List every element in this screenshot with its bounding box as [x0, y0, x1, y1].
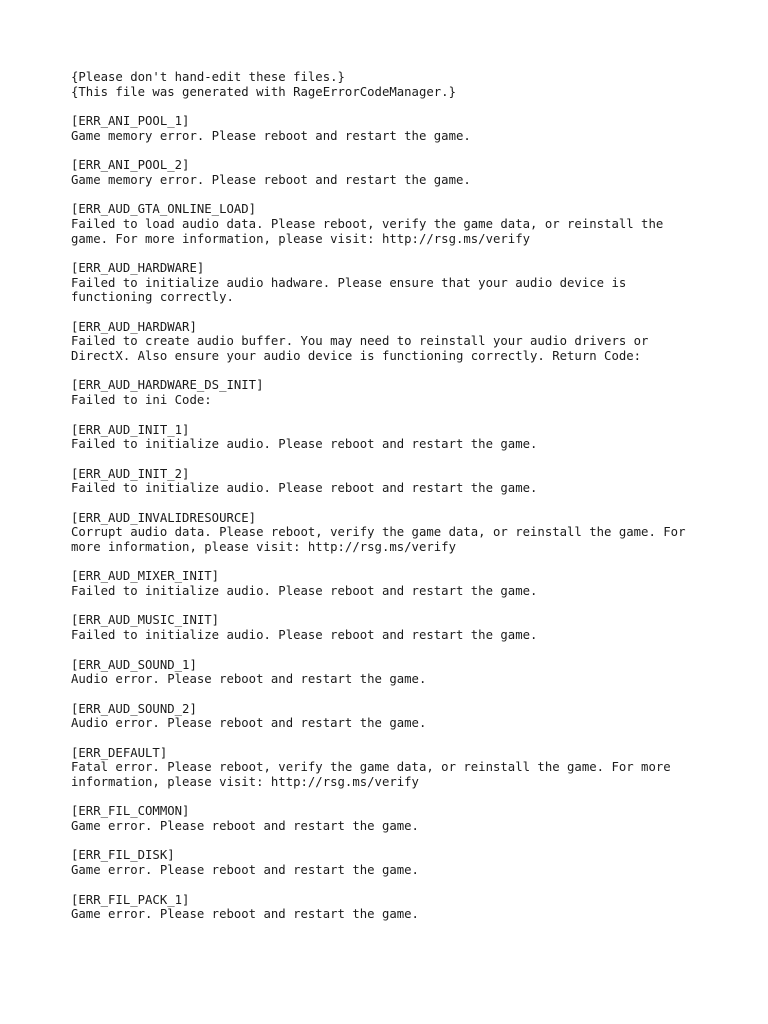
error-message-line: Game memory error. Please reboot and restart the game. [71, 172, 471, 187]
error-code-key: [ERR_ANI_POOL_2] [71, 158, 190, 173]
error-message-line: Failed to initialize audio. Please reboot and restart the game. [71, 437, 538, 452]
error-code-entry [71, 746, 751, 790]
error-message-line: Fatal error. Please reboot, verify the game data, or reinstall the game. For more [71, 760, 671, 775]
error-code-entry [71, 613, 751, 642]
error-code-key: [ERR_AUD_INIT_2] [71, 466, 190, 481]
error-code-entry [71, 848, 751, 877]
error-code-key: [ERR_FIL_COMMON] [71, 804, 190, 819]
error-code-entry [71, 320, 751, 364]
error-code-entry [71, 702, 751, 731]
error-code-key: [ERR_AUD_INIT_1] [71, 422, 190, 437]
error-message-line: Failed to load audio data. Please reboot, verify the game data, or reinstall the [71, 216, 664, 231]
file-header [71, 70, 751, 99]
error-message-line: Game memory error. Please reboot and restart the game. [71, 128, 471, 143]
error-code-key: [ERR_AUD_GTA_ONLINE_LOAD] [71, 202, 257, 217]
error-code-key: [ERR_AUD_HARDWARE] [71, 260, 205, 275]
error-message-line: Game error. Please reboot and restart the game. [71, 819, 419, 834]
error-code-entry [71, 114, 751, 143]
error-message-line: game. For more information, please visit: http://rsg.ms/verify [71, 231, 531, 246]
error-message-line: Corrupt audio data. Please reboot, verify the game data, or reinstall the game. For [71, 525, 686, 540]
error-code-key: [ERR_AUD_MIXER_INIT] [71, 569, 220, 584]
error-message-line: functioning correctly. [71, 290, 234, 305]
error-code-key: [ERR_AUD_SOUND_2] [71, 701, 197, 716]
header-comment-line: {Please don't hand-edit these files.} [71, 70, 345, 84]
error-code-entry [71, 658, 751, 687]
error-message-line: Game error. Please reboot and restart the game. [71, 863, 419, 878]
error-message-line: Audio error. Please reboot and restart the game. [71, 672, 427, 687]
error-message-line: more information, please visit: http://rsg.ms/verify [71, 540, 456, 554]
error-message-line: Failed to initialize audio. Please reboot and restart the game. [71, 628, 538, 643]
error-message-line: information, please visit: http://rsg.ms/verify [71, 775, 419, 789]
error-message-line: Failed to create audio buffer. You may need to reinstall your audio drivers or [71, 334, 649, 349]
error-code-entry [71, 158, 751, 187]
error-code-entry [71, 378, 751, 407]
error-message-line: Failed to initialize audio. Please reboot and restart the game. [71, 481, 538, 496]
error-code-entry [71, 261, 751, 305]
header-comment-line: {This file was generated with RageErrorCodeManager.} [71, 84, 456, 99]
error-message-line: Failed to initialize audio. Please reboot and restart the game. [71, 584, 538, 599]
error-code-key: [ERR_AUD_HARDWAR] [71, 319, 197, 334]
error-code-key: [ERR_ANI_POOL_1] [71, 114, 190, 129]
error-message-line: DirectX. Also ensure your audio device is functioning correctly. Return Code: [71, 349, 642, 364]
error-code-entry [71, 511, 751, 555]
error-code-key: [ERR_AUD_INVALIDRESOURCE] [71, 510, 257, 525]
error-code-key: [ERR_FIL_PACK_1] [71, 892, 190, 907]
error-code-key: [ERR_DEFAULT] [71, 745, 168, 760]
error-code-entry [71, 423, 751, 452]
document-page [71, 70, 751, 937]
error-code-entry [71, 569, 751, 598]
error-code-entry [71, 202, 751, 246]
error-code-entry [71, 893, 751, 922]
error-message-line: Failed to ini Code: [71, 393, 212, 408]
error-message-line: Audio error. Please reboot and restart the game. [71, 716, 427, 731]
error-code-key: [ERR_AUD_MUSIC_INIT] [71, 613, 220, 628]
error-code-entry [71, 467, 751, 496]
error-code-entry [71, 804, 751, 833]
error-code-key: [ERR_FIL_DISK] [71, 848, 175, 863]
error-code-key: [ERR_AUD_SOUND_1] [71, 657, 197, 672]
error-message-line: Game error. Please reboot and restart the game. [71, 907, 419, 922]
error-message-line: Failed to initialize audio hadware. Please ensure that your audio device is [71, 275, 627, 290]
error-code-list [71, 114, 751, 922]
error-code-key: [ERR_AUD_HARDWARE_DS_INIT] [71, 378, 264, 393]
